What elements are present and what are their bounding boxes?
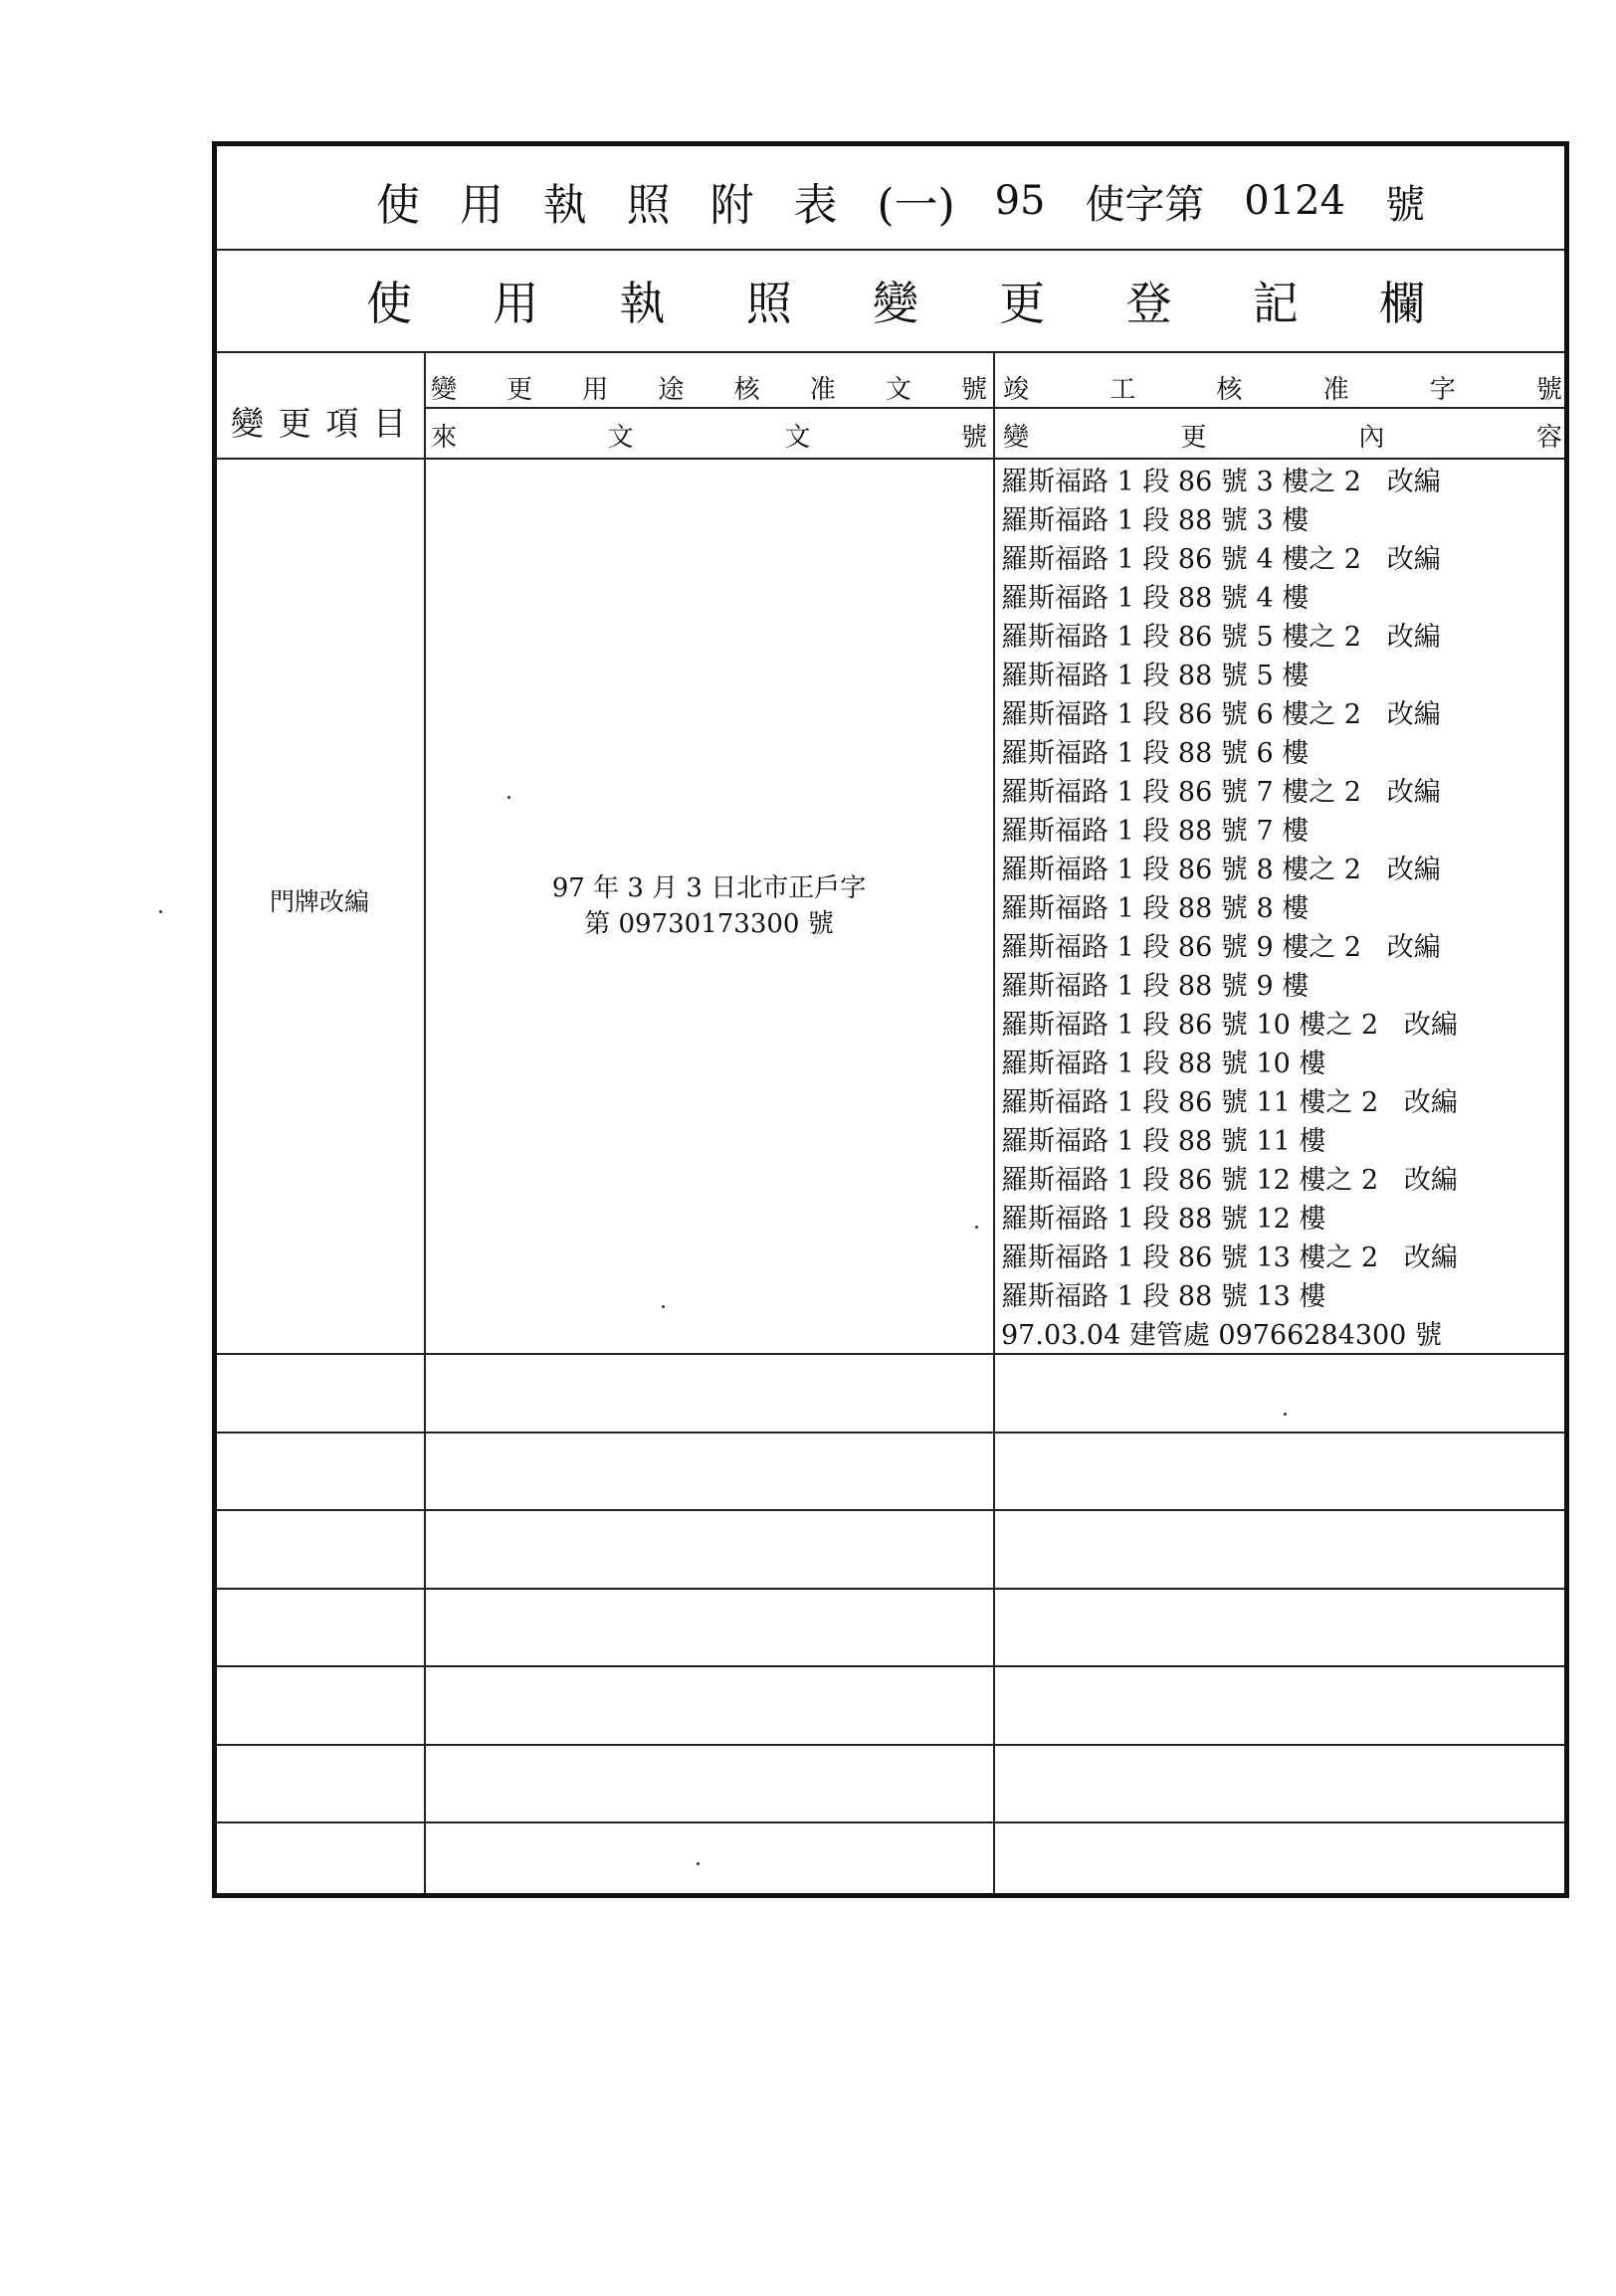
header-char: 照 [626,180,671,231]
change-content-cell [1001,463,1458,1355]
header-char: 更 [278,403,311,443]
header-char: 使 [366,277,412,330]
change-content-line: 羅斯福路 1 段 86 號 5 樓之 2 改編 [1001,622,1441,653]
header-char: 用 [582,374,609,405]
header-char: 變 [231,403,264,443]
header-char: 變 [1003,422,1030,453]
header-char: 更 [506,374,533,405]
row-divider [217,1588,1564,1590]
header-char: 更 [1180,422,1207,453]
change-content-line: 羅斯福路 1 段 88 號 13 樓 [1001,1281,1326,1312]
change-content-line: 羅斯福路 1 段 86 號 9 樓之 2 改編 [1001,932,1441,963]
completion-approval-header [999,363,1564,411]
header-char: 工 [1110,374,1136,405]
change-content-line: 羅斯福路 1 段 88 號 10 樓 [1001,1049,1326,1079]
header-char: 目 [372,403,406,443]
header-char: 號 [1384,181,1425,228]
change-content-line: 羅斯福路 1 段 88 號 11 樓 [1001,1126,1326,1157]
header-char: 竣 [1003,374,1030,405]
change-content-line: 羅斯福路 1 段 88 號 3 樓 [1001,505,1310,536]
approval-doc-cell [427,870,991,942]
header-char: 使 [376,180,420,231]
header-char: 附 [709,180,754,231]
change-content-line: 羅斯福路 1 段 88 號 5 樓 [1001,661,1310,691]
change-content-line: 羅斯福路 1 段 88 號 7 樓 [1001,816,1310,847]
change-content-line: 羅斯福路 1 段 86 號 11 樓之 2 改編 [1001,1087,1458,1118]
change-content-line: 羅斯福路 1 段 88 號 8 樓 [1001,893,1310,924]
approval-doc-header [427,363,991,411]
scan-speck [975,1226,978,1229]
header-char: 項 [325,403,359,443]
header-char: 記 [1252,277,1299,330]
divider [217,351,1564,353]
header-char: 內 [1358,422,1385,453]
header-char: 0124 [1244,178,1346,224]
scan-speck [1284,1413,1287,1416]
approval-doc-line: 97 年 3 月 3 日北市正戶字 [551,873,867,903]
change-content-header [999,411,1564,459]
scan-speck [697,1862,700,1865]
column-line [993,351,995,1893]
change-item-cell: 門牌改編 [269,887,369,916]
change-content-line: 羅斯福路 1 段 88 號 9 樓 [1001,971,1310,1002]
header-char: 更 [999,277,1046,330]
header-char: 核 [733,374,760,405]
scan-speck [159,910,162,913]
incoming-doc-header [427,411,991,459]
header-char: 核 [1216,374,1243,405]
change-content-line: 羅斯福路 1 段 86 號 4 樓之 2 改編 [1001,544,1441,575]
row-divider [217,1509,1564,1511]
form-table [212,141,1569,1898]
change-content-line: 羅斯福路 1 段 88 號 4 樓 [1001,583,1310,614]
header-char: 准 [1322,374,1349,405]
row-divider [217,1744,1564,1746]
header-char: 欄 [1379,277,1425,330]
header-char: 變 [431,374,458,405]
row-divider [217,1432,1564,1434]
header-char: 容 [1535,422,1562,453]
change-content-line: 羅斯福路 1 段 86 號 7 樓之 2 改編 [1001,777,1441,808]
header-char: 字 [1429,374,1456,405]
header-char: (一) [877,180,955,231]
change-content-line: 羅斯福路 1 段 88 號 12 樓 [1001,1204,1326,1235]
scan-speck [662,1305,665,1308]
row-divider [217,1353,1564,1355]
row-divider [217,1665,1564,1667]
header-char: 文 [607,422,634,453]
header-char: 登 [1125,277,1172,330]
change-content-line: 羅斯福路 1 段 86 號 12 樓之 2 改編 [1001,1165,1458,1196]
approval-doc-line: 第 09730173300 號 [584,909,834,939]
form-subtitle [366,271,1425,330]
form-title [376,171,1425,231]
change-content-line: 97.03.04 建管處 09766284300 號 [1001,1320,1442,1351]
change-content-line: 羅斯福路 1 段 86 號 10 樓之 2 改編 [1001,1010,1458,1041]
header-char: 用 [459,180,504,231]
header-char: 使字第 [1085,181,1205,228]
header-char: 號 [1535,374,1562,405]
change-content-line: 羅斯福路 1 段 86 號 6 樓之 2 改編 [1001,699,1441,730]
header-char: 表 [793,180,838,231]
change-content-line: 羅斯福路 1 段 86 號 3 樓之 2 改編 [1001,467,1441,497]
row-divider [217,1821,1564,1823]
divider [217,458,1564,460]
change-content-line: 羅斯福路 1 段 86 號 13 樓之 2 改編 [1001,1243,1458,1273]
header-char: 變 [873,277,918,330]
header-char: 途 [658,374,685,405]
column-line [424,351,426,1893]
change-content-line: 羅斯福路 1 段 86 號 8 樓之 2 改編 [1001,855,1441,885]
header-char: 用 [493,277,539,330]
header-char: 文 [885,374,911,405]
header-char: 文 [784,422,811,453]
header-char: 准 [809,374,836,405]
header-char: 號 [960,374,987,405]
header-char: 執 [619,277,666,330]
divider [217,249,1564,251]
scan-speck [507,796,510,799]
header-char: 執 [542,180,587,231]
header-char: 照 [745,277,792,330]
change-content-line: 羅斯福路 1 段 88 號 6 樓 [1001,738,1310,769]
header-char: 來 [431,422,458,453]
header-char: 號 [960,422,987,453]
header-char: 95 [994,178,1046,224]
